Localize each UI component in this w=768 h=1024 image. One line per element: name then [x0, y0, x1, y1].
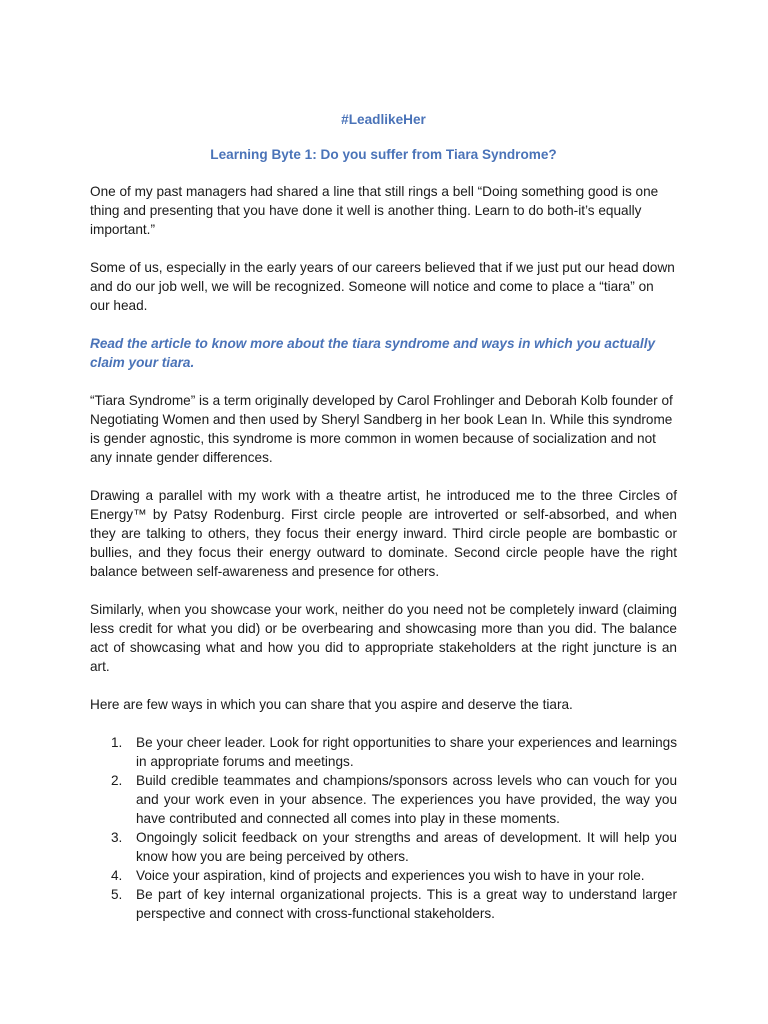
document-subtitle: Learning Byte 1: Do you suffer from Tiara Syndrome? — [210, 147, 557, 162]
document-hashtag: #LeadlikeHer — [341, 112, 426, 127]
ways-list — [90, 733, 677, 923]
intro-paragraph-1: One of my past managers had shared a line that still rings a bell “Doing something good is one thing and presenting that you have done it well is another thing. Learn to do both-it’s equally important.” — [90, 184, 659, 237]
body-paragraph-circles: Drawing a parallel with my work with a theatre artist, he introduced me to the three Circles of Energy™ by Patsy Rodenburg. First circle people are introverted or self-absorbed, and when they are talking to others, they focus their energy inward. Third circle people are bombastic or bullies, and they focus their energy outward to dominate. Second circle people have the right balance between self-awareness and presence for others. — [90, 488, 677, 579]
list-item — [90, 733, 677, 771]
list-item-number: 4. — [111, 868, 123, 883]
list-item-text: Ongoingly solicit feedback on your strengths and areas of development. It will help you know how you are being perceived by others. — [136, 830, 677, 864]
list-item — [90, 771, 677, 828]
list-item-number: 3. — [111, 830, 123, 845]
list-item — [90, 828, 677, 866]
list-item — [90, 866, 677, 885]
list-item-text: Be part of key internal organizational projects. This is a great way to understand larger perspective and connect with cross-functional stakeholders. — [136, 887, 677, 921]
list-item-text: Be your cheer leader. Look for right opportunities to share your experiences and learnings in appropriate forums and meetings. — [136, 735, 677, 769]
list-item-text: Voice your aspiration, kind of projects and experiences you wish to have in your role. — [136, 868, 645, 883]
body-paragraph-ways-intro: Here are few ways in which you can share that you aspire and deserve the tiara. — [90, 697, 573, 712]
body-paragraph-tiara-syndrome: “Tiara Syndrome” is a term originally developed by Carol Frohlinger and Deborah Kolb founder of Negotiating Women and then used by Sheryl Sandberg in her book Lean In. While this syndrome is gender agnostic, this syndrome is more common in women because of socialization and not any innate gender differences. — [90, 393, 673, 465]
list-item — [90, 885, 677, 923]
list-item-text: Build credible teammates and champions/sponsors across levels who can vouch for you and your work even in your absence. The experiences you have provided, the way you have contributed and connected all comes into play in these moments. — [136, 773, 677, 826]
callout-text: Read the article to know more about the tiara syndrome and ways in which you actually claim your tiara. — [90, 336, 656, 370]
intro-paragraph-2: Some of us, especially in the early years of our careers believed that if we just put our head down and do our job well, we will be recognized. Someone will notice and come to place a “tiara” on our head. — [90, 260, 675, 313]
list-item-number: 5. — [111, 887, 123, 902]
body-paragraph-showcase: Similarly, when you showcase your work, neither do you need not be completely inward (claiming less credit for what you did) or be overbearing and showcasing more than you did. The balance act of showcasing what and how you did to appropriate stakeholders at the right juncture is an art. — [90, 602, 677, 674]
document-page — [90, 110, 677, 923]
list-item-number: 2. — [111, 773, 123, 788]
list-item-number: 1. — [111, 735, 123, 750]
